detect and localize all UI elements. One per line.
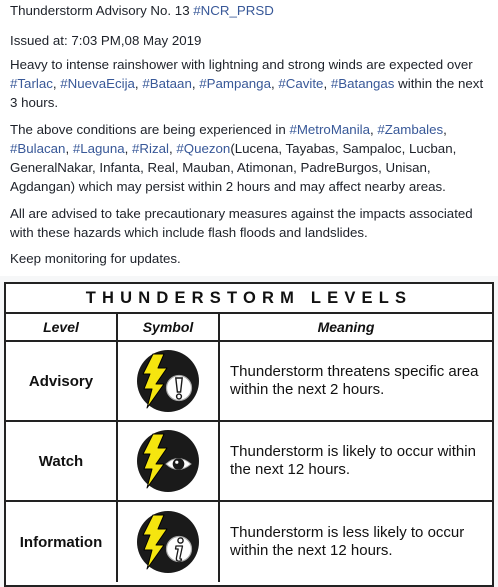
paragraph-forecast: Heavy to intense rainshower with lightning and strong winds are expected over #Tarlac, #NuevaEcija, #Bataan, #Pampanga, #Cavite, #Batangas within the next 3 hours. bbox=[10, 57, 484, 110]
hashtag-link[interactable]: #MetroManila bbox=[289, 122, 370, 137]
thunderstorm-levels-table bbox=[4, 282, 494, 587]
level-meaning: Thunderstorm threatens specific area within the next 2 hours. bbox=[230, 363, 479, 398]
symbol-cell bbox=[118, 342, 220, 420]
level-row-advisory bbox=[6, 342, 492, 422]
hashtag-link[interactable]: #Batangas bbox=[330, 76, 395, 91]
hashtag-link[interactable]: #Quezon bbox=[176, 141, 231, 156]
header-meaning: Meaning bbox=[317, 319, 375, 335]
level-meaning: Thunderstorm is less likely to occur within the next 12 hours. bbox=[230, 524, 465, 559]
hashtag-link[interactable]: #Bulacan bbox=[10, 141, 66, 156]
levels-header-row bbox=[6, 314, 492, 342]
hashtag-link[interactable]: #NuevaEcija bbox=[60, 76, 135, 91]
lightning-info-icon bbox=[135, 509, 201, 575]
levels-image[interactable] bbox=[0, 276, 498, 587]
symbol-cell bbox=[118, 502, 220, 582]
symbol-cell bbox=[118, 422, 220, 500]
paragraph-monitoring: Keep monitoring for updates. bbox=[10, 251, 181, 266]
lightning-eye-icon bbox=[135, 428, 201, 494]
post-body bbox=[0, 0, 498, 268]
level-row-watch bbox=[6, 422, 492, 502]
level-name: Watch bbox=[6, 422, 118, 500]
paragraph-current-conditions: The above conditions are being experienced in #MetroManila, #Zambales, #Bulacan, #Laguna, #Rizal, #Quezon(Lucena, Tayabas, Sampaloc, Lucban, GeneralNakar, Infanta, Real, Mauban, Atimonan, PadreBurgos, Unisan, Agdangan) which may persist within 2 hours and may affect nearby areas. bbox=[10, 122, 457, 194]
lightning-exclamation-icon bbox=[135, 348, 201, 414]
paragraph-advice: All are advised to take precautionary measures against the impacts associated with these hazards which include flash floods and landslides. bbox=[10, 206, 473, 240]
hashtag-link[interactable]: #Bataan bbox=[142, 76, 192, 91]
title-text: Thunderstorm Advisory No. 13 bbox=[10, 3, 194, 18]
level-name: Information bbox=[6, 502, 118, 582]
level-name: Advisory bbox=[6, 342, 118, 420]
level-row-information bbox=[6, 502, 492, 582]
level-meaning: Thunderstorm is likely to occur within the next 12 hours. bbox=[230, 443, 476, 478]
hashtag-link[interactable]: #Pampanga bbox=[199, 76, 271, 91]
header-level: Level bbox=[6, 314, 118, 340]
post-title bbox=[10, 0, 488, 25]
header-symbol: Symbol bbox=[118, 314, 220, 340]
hashtag-link[interactable]: #Tarlac bbox=[10, 76, 53, 91]
hashtag-link[interactable]: #Zambales bbox=[377, 122, 444, 137]
levels-title: THUNDERSTORM LEVELS bbox=[6, 284, 492, 314]
issued-time: Issued at: 7:03 PM,08 May 2019 bbox=[10, 33, 202, 48]
hashtag-link[interactable]: #NCR_PRSD bbox=[193, 3, 274, 18]
hashtag-link[interactable]: #Cavite bbox=[278, 76, 324, 91]
hashtag-link[interactable]: #Laguna bbox=[72, 141, 125, 156]
hashtag-link[interactable]: #Rizal bbox=[132, 141, 169, 156]
